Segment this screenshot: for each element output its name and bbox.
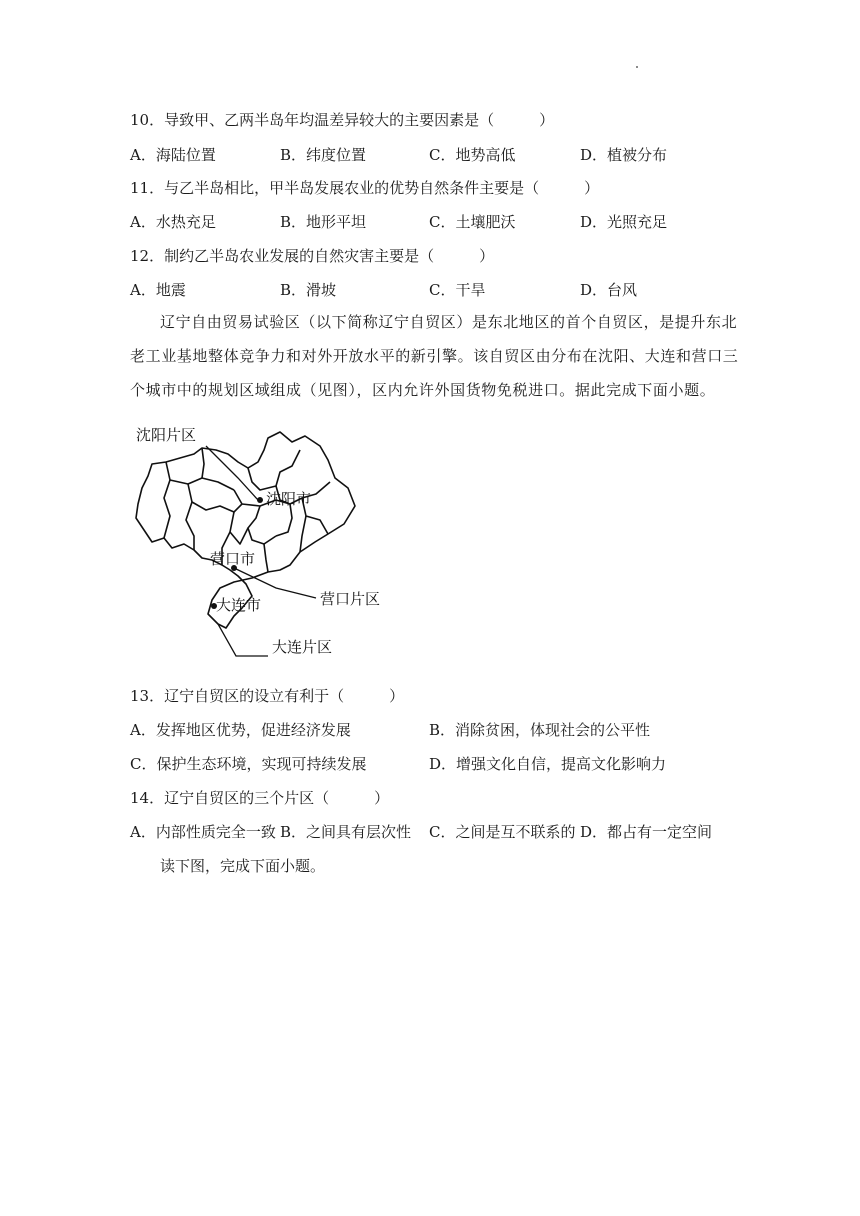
dalian-zone-pointer xyxy=(218,624,268,656)
shenyang-city-dot xyxy=(257,497,263,503)
q10-option-d: D．植被分布 xyxy=(580,146,668,164)
q14-option-b: B．之间具有层次性 xyxy=(280,823,412,841)
q10-option-b: B．纬度位置 xyxy=(280,146,367,164)
yingkou-zone-pointer xyxy=(234,568,316,598)
q12-option-a: A．地震 xyxy=(130,281,186,299)
passage-paragraph: 辽宁自由贸易试验区（以下简称辽宁自贸区）是东北地区的首个自贸区，是提升东北老工业基地整体竞争力和对外开放水平的新引擎。该自贸区由分布在沈阳、大连和营口三个城市中的规划区域组成（见图），区内允许外国货物免税进口。据此完成下面小题。 xyxy=(130,313,739,399)
shenyang-zone-label: 沈阳片区 xyxy=(136,426,197,444)
page-mark-dot xyxy=(636,66,638,68)
q13-option-b: B．消除贫困，体现社会的公平性 xyxy=(429,721,651,739)
question-13-stem: 13．辽宁自贸区的设立有利于（ ） xyxy=(130,687,405,705)
question-14-stem: 14．辽宁自贸区的三个片区（ ） xyxy=(130,789,390,807)
q14-option-a: A．内部性质完全一致 xyxy=(130,823,276,841)
q11-option-a: A．水热充足 xyxy=(130,213,216,231)
q12-option-d: D．台风 xyxy=(580,281,638,299)
closing-instruction: 读下图，完成下面小题。 xyxy=(160,857,326,875)
liaoning-ftz-map xyxy=(130,420,390,660)
question-10-stem: 10．导致甲、乙两半岛年均温差异较大的主要因素是（ ） xyxy=(130,111,555,129)
dalian-city-label: 大连市 xyxy=(216,596,262,614)
yingkou-zone-label: 营口片区 xyxy=(320,590,381,608)
question-12-stem: 12．制约乙半岛农业发展的自然灾害主要是（ ） xyxy=(130,247,495,265)
q13-option-a: A．发挥地区优势，促进经济发展 xyxy=(130,721,351,739)
q14-option-c: C．之间是互不联系的 xyxy=(429,823,576,841)
q13-option-c: C．保护生态环境，实现可持续发展 xyxy=(130,755,367,773)
q14-option-d: D．都占有一定空间 xyxy=(580,823,713,841)
q12-option-b: B．滑坡 xyxy=(280,281,337,299)
q10-option-a: A．海陆位置 xyxy=(130,146,216,164)
q13-option-d: D．增强文化自信，提高文化影响力 xyxy=(429,755,667,773)
shenyang-city-label: 沈阳市 xyxy=(266,490,312,508)
question-11-stem: 11．与乙半岛相比，甲半岛发展农业的优势自然条件主要是（ ） xyxy=(130,179,600,197)
yingkou-city-label: 营口市 xyxy=(210,550,256,568)
dalian-zone-label: 大连片区 xyxy=(272,638,333,656)
q10-option-c: C．地势高低 xyxy=(429,146,516,164)
q11-option-d: D．光照充足 xyxy=(580,213,668,231)
q11-option-c: C．土壤肥沃 xyxy=(429,213,516,231)
q11-option-b: B．地形平坦 xyxy=(280,213,367,231)
q12-option-c: C．干旱 xyxy=(429,281,486,299)
